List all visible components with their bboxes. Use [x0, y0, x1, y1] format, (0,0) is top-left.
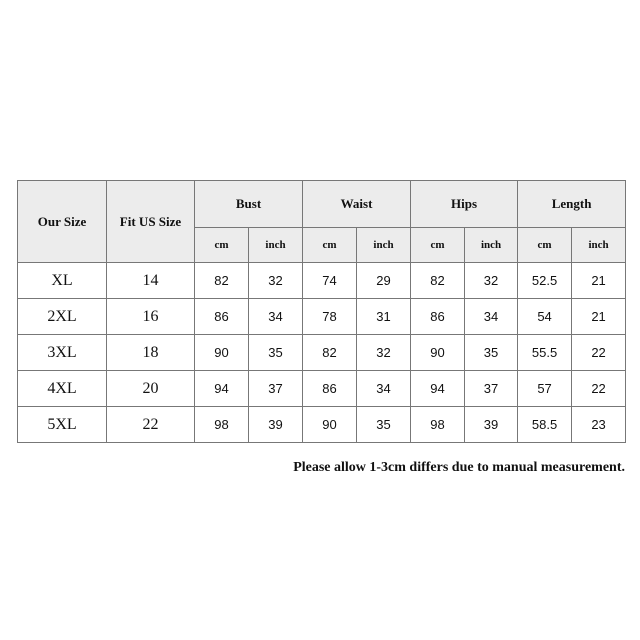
table-row — [18, 371, 626, 407]
cell-waist-inch: 35 — [357, 407, 411, 443]
cell-length-inch: 21 — [572, 263, 626, 299]
cell-bust-inch: 34 — [249, 299, 303, 335]
cell-length-inch: 22 — [572, 371, 626, 407]
cell-bust-inch: 39 — [249, 407, 303, 443]
cell-length-cm: 57 — [518, 371, 572, 407]
unit-bust-inch: inch — [249, 228, 303, 263]
cell-our-size: 5XL — [18, 407, 107, 443]
cell-hips-inch: 37 — [465, 371, 518, 407]
cell-our-size: 3XL — [18, 335, 107, 371]
cell-us-size: 22 — [107, 407, 195, 443]
cell-length-inch: 23 — [572, 407, 626, 443]
header-fit-us-size: Fit US Size — [107, 181, 195, 263]
cell-hips-cm: 86 — [411, 299, 465, 335]
cell-hips-cm: 98 — [411, 407, 465, 443]
cell-length-cm: 55.5 — [518, 335, 572, 371]
cell-length-inch: 22 — [572, 335, 626, 371]
table-row — [18, 263, 626, 299]
table-row — [18, 407, 626, 443]
unit-hips-cm: cm — [411, 228, 465, 263]
cell-hips-cm: 94 — [411, 371, 465, 407]
cell-bust-inch: 32 — [249, 263, 303, 299]
cell-waist-inch: 34 — [357, 371, 411, 407]
cell-our-size: 4XL — [18, 371, 107, 407]
unit-length-inch: inch — [572, 228, 626, 263]
unit-length-cm: cm — [518, 228, 572, 263]
cell-length-cm: 52.5 — [518, 263, 572, 299]
cell-bust-inch: 35 — [249, 335, 303, 371]
cell-waist-cm: 86 — [303, 371, 357, 407]
cell-our-size: XL — [18, 263, 107, 299]
cell-bust-cm: 94 — [195, 371, 249, 407]
header-our-size: Our Size — [18, 181, 107, 263]
size-chart-table — [17, 180, 626, 443]
cell-length-inch: 21 — [572, 299, 626, 335]
cell-our-size: 2XL — [18, 299, 107, 335]
header-bust: Bust — [195, 181, 303, 228]
cell-us-size: 14 — [107, 263, 195, 299]
cell-hips-inch: 35 — [465, 335, 518, 371]
cell-waist-inch: 32 — [357, 335, 411, 371]
cell-waist-cm: 82 — [303, 335, 357, 371]
cell-bust-cm: 90 — [195, 335, 249, 371]
cell-length-cm: 54 — [518, 299, 572, 335]
header-hips: Hips — [411, 181, 518, 228]
cell-length-cm: 58.5 — [518, 407, 572, 443]
unit-waist-inch: inch — [357, 228, 411, 263]
cell-waist-cm: 90 — [303, 407, 357, 443]
unit-waist-cm: cm — [303, 228, 357, 263]
cell-bust-cm: 86 — [195, 299, 249, 335]
header-length: Length — [518, 181, 626, 228]
cell-hips-inch: 32 — [465, 263, 518, 299]
unit-hips-inch: inch — [465, 228, 518, 263]
cell-hips-cm: 90 — [411, 335, 465, 371]
table-row — [18, 299, 626, 335]
cell-us-size: 18 — [107, 335, 195, 371]
cell-bust-cm: 98 — [195, 407, 249, 443]
cell-hips-inch: 39 — [465, 407, 518, 443]
unit-bust-cm: cm — [195, 228, 249, 263]
measurement-note: Please allow 1-3cm differs due to manual measurement. — [293, 460, 625, 475]
cell-waist-cm: 74 — [303, 263, 357, 299]
cell-hips-cm: 82 — [411, 263, 465, 299]
cell-waist-inch: 31 — [357, 299, 411, 335]
cell-us-size: 16 — [107, 299, 195, 335]
header-waist: Waist — [303, 181, 411, 228]
table-row — [18, 335, 626, 371]
cell-bust-inch: 37 — [249, 371, 303, 407]
cell-us-size: 20 — [107, 371, 195, 407]
cell-waist-inch: 29 — [357, 263, 411, 299]
cell-waist-cm: 78 — [303, 299, 357, 335]
cell-bust-cm: 82 — [195, 263, 249, 299]
cell-hips-inch: 34 — [465, 299, 518, 335]
